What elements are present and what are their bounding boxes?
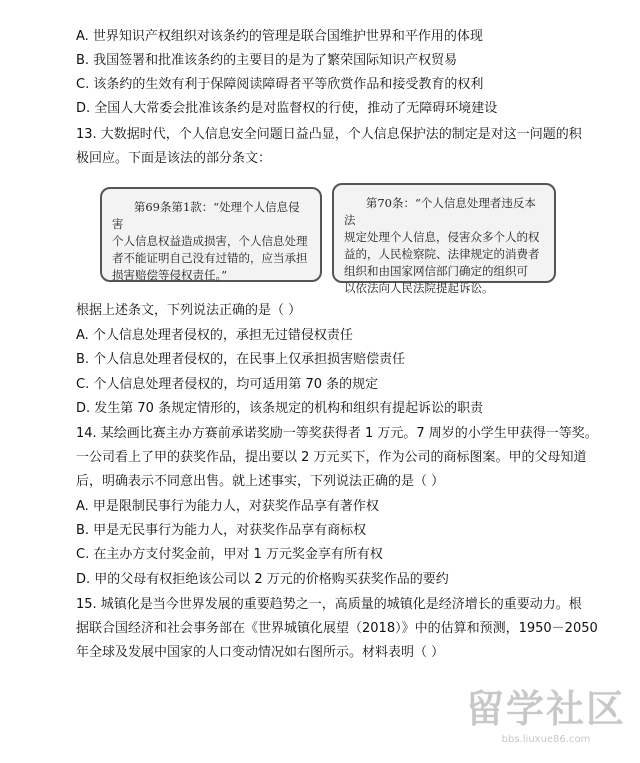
q14-option-d: D. 甲的父母有权拒绝该公司以 2 万元的价格购买获奖作品的要约 bbox=[76, 572, 449, 587]
q15-stem-line-2: 据联合国经济和社会事务部在《世界城镇化展望（2018）》中的估算和预测，1950－2050 bbox=[76, 621, 598, 636]
q14-option-a: A. 甲是限制民事行为能力人，对获奖作品享有著作权 bbox=[76, 499, 379, 514]
article-69-line: 损害赔偿等侵权责任。” bbox=[112, 268, 228, 282]
q12-option-c: C. 该条约的生效有利于保障阅读障碍者平等欣赏作品和接受教育的权利 bbox=[76, 77, 484, 92]
article-69-line: 者不能证明自己没有过错的，应当承担 bbox=[112, 251, 308, 265]
q13-option-c: C. 个人信息处理者侵权的，均可适用第 70 条的规定 bbox=[76, 377, 379, 392]
q13-question: 根据上述条文，下列说法正确的是（ ） bbox=[76, 303, 302, 318]
q13-option-d: D. 发生第 70 条规定情形的，该条规定的机构和组织有提起诉讼的职责 bbox=[76, 401, 484, 416]
law-article-69-box bbox=[100, 187, 322, 282]
q13-option-b: B. 个人信息处理者侵权的，在民事上仅承担损害赔偿责任 bbox=[76, 352, 406, 367]
site-watermark bbox=[466, 684, 626, 754]
q14-stem-line-1: 14. 某绘画比赛主办方赛前承诺奖励一等奖获得者 1 万元。7 周岁的小学生甲获得一等奖。 bbox=[76, 426, 598, 441]
q13-option-a: A. 个人信息处理者侵权的，承担无过错侵权责任 bbox=[76, 328, 353, 343]
q12-option-a: A. 世界知识产权组织对该条约的管理是联合国维护世界和平作用的体现 bbox=[76, 29, 483, 44]
q12-option-b: B. 我国签署和批准该条约的主要目的是为了繁荣国际知识产权贸易 bbox=[76, 53, 458, 68]
article-69-line: 第69条第1款：“处理个人信息侵害 bbox=[112, 200, 300, 231]
q14-option-b: B. 甲是无民事行为能力人，对获奖作品享有商标权 bbox=[76, 523, 367, 538]
article-70-line: 规定处理个人信息，侵害众多个人的权 bbox=[344, 230, 540, 244]
q13-stem-line-2: 极回应。下面是该法的部分条文： bbox=[76, 151, 272, 166]
watermark-url: bbs.liuxue86.com bbox=[501, 734, 591, 745]
q15-stem-line-3: 年全球及发展中国家的人口变动情况如右图所示。材料表明（ ） bbox=[76, 645, 445, 660]
q14-stem-line-3: 后，明确表示不同意出售。就上述事实，下列说法正确的是（ ） bbox=[76, 474, 445, 489]
article-70-line: 第70条：“个人信息处理者违反本法 bbox=[344, 196, 536, 227]
article-70-line: 益的，人民检察院、法律规定的消费者 bbox=[344, 247, 540, 261]
q15-stem-line-1: 15. 城镇化是当今世界发展的重要趋势之一，高质量的城镇化是经济增长的重要动力。根 bbox=[76, 597, 582, 612]
article-70-line: 组织和由国家网信部门确定的组织可 bbox=[344, 264, 528, 278]
watermark-title: 留学社区 bbox=[466, 687, 627, 731]
q14-stem-line-2: 一公司看上了甲的获奖作品，提出要以 2 万元买下，作为公司的商标图案。甲的父母知道 bbox=[76, 450, 587, 465]
article-70-line: 以依法向人民法院提起诉讼。 bbox=[344, 281, 494, 295]
q12-option-d: D. 全国人大常委会批准该条约是对监督权的行使，推动了无障碍环境建设 bbox=[76, 101, 498, 116]
q13-stem-line-1: 13. 大数据时代，个人信息安全问题日益凸显，个人信息保护法的制定是对这一问题的积 bbox=[76, 127, 582, 142]
law-article-70-box bbox=[332, 183, 556, 295]
article-69-line: 个人信息权益造成损害，个人信息处理 bbox=[112, 234, 308, 248]
q14-option-c: C. 在主办方支付奖金前，甲对 1 万元奖金享有所有权 bbox=[76, 547, 383, 562]
